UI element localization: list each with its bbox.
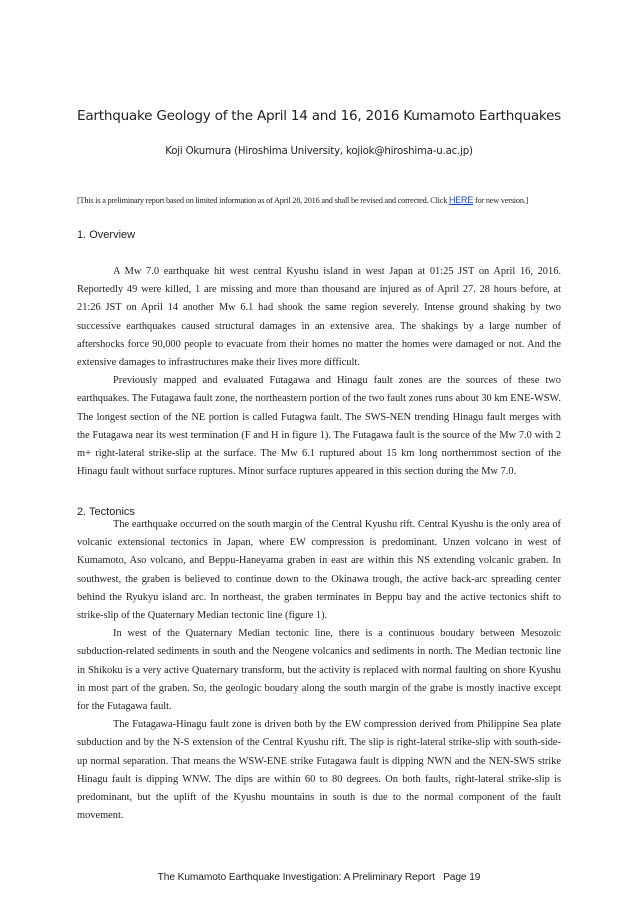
paragraph: The earthquake occurred on the south margin of the Central Kyushu rift. Central Kyushu is the only area of volcanic extensional tectonics in Japan, where EW compression is predominant. Unzen volcano in west of Kumamoto, Aso volcano, and Beppu-Haneyama graben in east are within this NS extending volcanic graben. In southwest, the graben is believed to continue down to the Okinawa trough, the active back-arc spreading center behind the Ryukyu island arc. In northeast, the graben terminates in Beppu bay and the active tectonics shift to strike-slip of the Quaternary Median tectonic line (figure 1). xyxy=(77,519,561,622)
paragraph: The Futagawa-Hinagu fault zone is driven both by the EW compression derived from Philippine Sea plate subduction and by the N-S extension of the Central Kyushu rift. The slip is right-lateral strike-slip with south-side-up normal separation. That means the WSW-ENE strike Futagawa fault is dipping NWN and the NEN-SWS strike Hinagu fault is dipping WNW. The dips are within 60 to 80 degrees. On both faults, right-lateral strike-slip is predominant, but the uplift of the Kyushu mountains in south is due to the normal component of the fault movement. xyxy=(77,719,561,822)
note-text-before: [This is a preliminary report based on limited information as of April 28, 2016 and shall be revised and corrected. Click xyxy=(77,196,449,205)
section-tectonics xyxy=(77,516,561,825)
here-link[interactable]: HERE xyxy=(449,195,474,205)
paragraph: Previously mapped and evaluated Futagawa and Hinagu fault zones are the sources of these two earthquakes. The Futagawa fault zone, the northeastern portion of the two fault zones runs about 30 km ENE-WSW. The longest section of the NE portion is called Futagwa fault. The SWS-NEN trending Hinagu fault merges with the Futagawa near its west termination (F and H in figure 1). The Futagawa fault is the source of the Mw 7.0 with 2 m+ right-lateral strike-slip at the surface. The Mw 6.1 ruptured about 15 km long northernmost section of the Hinagu fault without surface ruptures. Minor surface ruptures appeared in this section during the Mw 7.0. xyxy=(77,375,561,478)
paragraph: A Mw 7.0 earthquake hit west central Kyushu island in west Japan at 01:25 JST on April 16, 2016. Reportedly 49 were killed, 1 are missing and more than thousand are injured as of April 27. 28 hours before, at 21:26 JST on April 14 another Mw 6.1 had shook the same region severely. Intense ground shaking by two successive earthquakes caused structural damages in an extensive area. The shakings by a large number of aftershocks force 90,000 people to evacuate from their homes no matter the homes were damaged or not. And the extensive damages to infrastructures make their lives more difficult. xyxy=(77,266,561,369)
note-text-after: for new version.] xyxy=(473,196,529,205)
section-heading-tectonics: 2. Tectonics xyxy=(77,506,135,518)
preliminary-note xyxy=(77,195,561,205)
author-line: Koji Okumura (Hiroshima University, kojiok@hiroshima-u.ac.jp) xyxy=(165,146,473,157)
paragraph: In west of the Quaternary Median tectonic line, there is a continuous boudary between Mesozoic subduction-related sediments in south and the Neogene volcanics and sediments in north. The Median tectonic line in Shikoku is a very active Quaternary transform, but the activity is replaced with normal faulting on shore Kyushu in most part of the graben. So, the geologic boudary along the south margin of the grabe is mostly inactive except for the Futagawa fault. xyxy=(77,628,561,713)
section-overview xyxy=(77,263,561,481)
document-title: Earthquake Geology of the April 14 and 16, 2016 Kumamoto Earthquakes xyxy=(76,108,562,124)
page-footer: The Kumamoto Earthquake Investigation: A Preliminary Report Page 19 xyxy=(157,872,481,883)
section-heading-overview: 1. Overview xyxy=(77,229,136,241)
